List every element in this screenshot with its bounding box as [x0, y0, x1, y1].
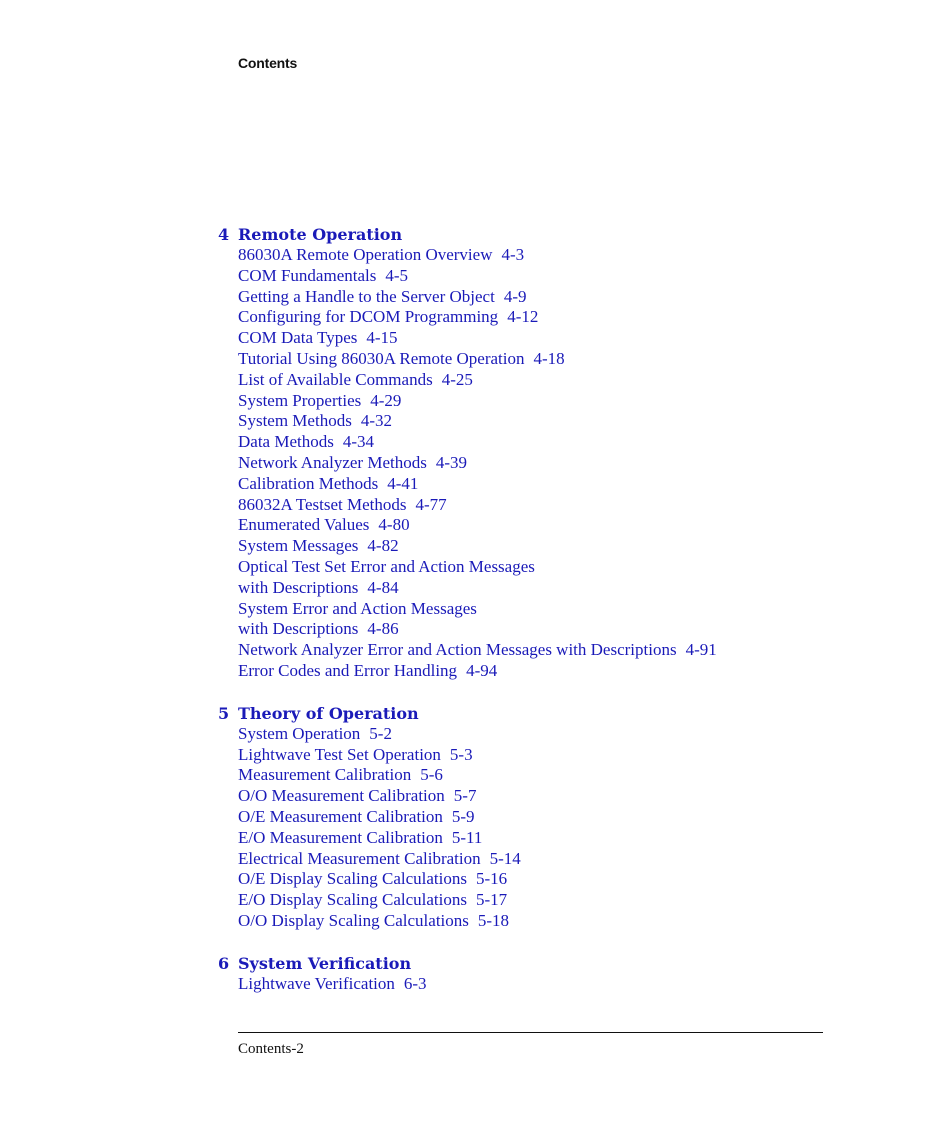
- chapter-4-section: [0, 224, 933, 682]
- chapter-5-section: [0, 703, 933, 932]
- toc-entry-link[interactable]: [238, 557, 933, 578]
- toc-entry-page-number: 5-16: [476, 869, 508, 889]
- chapter-heading[interactable]: [0, 703, 933, 724]
- toc-entry-link[interactable]: [238, 765, 933, 786]
- toc-entry-page-number: 5-11: [451, 827, 483, 847]
- toc-entry-page-number: 4-82: [367, 536, 399, 556]
- toc-entry-link[interactable]: [238, 432, 933, 453]
- toc-entry-page-number: 4-39: [435, 452, 468, 472]
- toc-entry-link[interactable]: [238, 536, 933, 557]
- toc-entry-link[interactable]: [238, 495, 933, 516]
- footer-divider: [238, 1032, 823, 1033]
- toc-entry-link[interactable]: [238, 453, 933, 474]
- table-of-contents: [0, 224, 933, 1016]
- toc-entry-link[interactable]: [238, 890, 933, 911]
- toc-entry-link[interactable]: [238, 266, 933, 287]
- toc-entry-title: E/O Measurement Calibration: [238, 827, 443, 847]
- toc-entry-page-number: 4-18: [533, 348, 565, 368]
- chapter-heading[interactable]: [0, 224, 933, 245]
- toc-entry-page-number: 4-12: [507, 307, 539, 327]
- toc-entry-page-number: 4-84: [367, 577, 399, 597]
- toc-entry-title: Measurement Calibration: [238, 765, 412, 785]
- toc-entry-link[interactable]: [238, 245, 933, 266]
- toc-entry-title: with Descriptions: [238, 577, 359, 597]
- toc-entry-title: O/O Display Scaling Calculations: [238, 910, 469, 930]
- toc-entry-title: Configuring for DCOM Programming: [238, 307, 499, 327]
- toc-entry-title: Lightwave Test Set Operation: [238, 744, 441, 764]
- toc-entry-link[interactable]: [238, 724, 933, 745]
- toc-entry-page-number: 5-7: [453, 786, 477, 806]
- toc-entry-link[interactable]: [238, 515, 933, 536]
- toc-entry-page-number: 5-14: [489, 848, 521, 868]
- toc-entry-page-number: 4-5: [385, 265, 409, 285]
- toc-entry-page-number: 4-29: [370, 390, 402, 410]
- chapter-number: 5: [218, 703, 230, 723]
- toc-entry-title: COM Fundamentals: [238, 265, 377, 285]
- toc-entry-title: O/O Measurement Calibration: [238, 786, 445, 806]
- toc-entry-link[interactable]: [238, 411, 933, 432]
- toc-entry-title: E/O Display Scaling Calculations: [238, 890, 467, 910]
- toc-entry-title: System Properties: [238, 390, 362, 410]
- toc-entry-page-number: 5-2: [369, 723, 392, 743]
- toc-entry-title: System Operation: [238, 723, 361, 743]
- toc-entry-link[interactable]: [238, 869, 933, 890]
- toc-entry-page-number: 5-18: [477, 910, 510, 930]
- toc-entry-page-number: 5-6: [420, 765, 443, 785]
- toc-entry-link[interactable]: [238, 974, 933, 995]
- toc-entry-title: 86030A Remote Operation Overview: [238, 245, 493, 264]
- page-footer-label: Contents-2: [238, 1041, 304, 1057]
- toc-entry-page-number: 4-94: [466, 660, 498, 680]
- toc-entry-title: System Error and Action Messages: [238, 598, 477, 618]
- toc-entry-title: Electrical Measurement Calibration: [238, 848, 481, 868]
- page-header-title: Contents: [238, 55, 298, 71]
- toc-entry-page-number: 5-17: [476, 890, 508, 910]
- toc-entry-title: System Messages: [238, 536, 359, 556]
- toc-entry-page-number: 6-3: [403, 973, 427, 993]
- toc-entry-title: with Descriptions: [238, 619, 359, 639]
- toc-entry-title: List of Available Commands: [238, 369, 433, 389]
- toc-entry-title: Getting a Handle to the Server Object: [238, 286, 495, 306]
- toc-entry-title: Optical Test Set Error and Action Messages: [238, 556, 535, 576]
- toc-entry-link[interactable]: [238, 307, 933, 328]
- toc-entry-link[interactable]: [238, 640, 933, 661]
- chapter-entries: [0, 245, 933, 682]
- toc-entry-title: O/E Display Scaling Calculations: [238, 869, 467, 889]
- chapter-title: Remote Operation: [238, 225, 403, 244]
- toc-entry-page-number: 4-25: [441, 369, 473, 389]
- chapter-entries: [0, 724, 933, 932]
- toc-entry-title: COM Data Types: [238, 328, 358, 348]
- chapter-number: 6: [218, 953, 230, 973]
- toc-entry-link[interactable]: [238, 370, 933, 391]
- toc-entry-title: System Methods: [238, 411, 352, 431]
- toc-entry-page-number: 4-86: [367, 619, 399, 639]
- toc-entry-title: Network Analyzer Error and Action Messages with Descriptions: [238, 640, 677, 660]
- toc-entry-link[interactable]: [238, 807, 933, 828]
- toc-entry-title: Error Codes and Error Handling: [238, 660, 458, 680]
- toc-entry-page-number: 4-41: [387, 473, 419, 493]
- toc-entry-link[interactable]: [238, 287, 933, 308]
- toc-entry-title: Data Methods: [238, 432, 334, 452]
- toc-entry-title: Calibration Methods: [238, 473, 379, 493]
- toc-entry-page-number: 4-34: [342, 432, 375, 452]
- toc-entry-title: Enumerated Values: [238, 515, 370, 535]
- toc-entry-title: Network Analyzer Methods: [238, 452, 427, 472]
- toc-entry-page-number: 4-15: [366, 328, 398, 348]
- toc-entry-page-number: 4-9: [503, 286, 527, 306]
- toc-entry-page-number: 4-80: [378, 515, 410, 535]
- toc-entry-link[interactable]: [238, 578, 933, 599]
- toc-entry-page-number: 4-77: [415, 494, 447, 514]
- chapter-title: System Verification: [238, 953, 412, 973]
- toc-entry-page-number: 5-9: [451, 806, 475, 826]
- toc-entry-page-number: 4-91: [685, 640, 717, 660]
- toc-entry-link[interactable]: [238, 786, 933, 807]
- toc-entry-link[interactable]: [238, 661, 933, 682]
- toc-entry-link[interactable]: [238, 849, 933, 870]
- toc-entry-link[interactable]: [238, 349, 933, 370]
- toc-entry-link[interactable]: [238, 745, 933, 766]
- chapter-heading[interactable]: [0, 953, 933, 974]
- toc-entry-page-number: 5-3: [449, 744, 473, 764]
- toc-entry-title: Tutorial Using 86030A Remote Operation: [238, 348, 525, 368]
- chapter-entries: [0, 974, 933, 995]
- toc-entry-link[interactable]: [238, 328, 933, 349]
- toc-entry-title: 86032A Testset Methods: [238, 494, 407, 514]
- toc-entry-link[interactable]: [238, 599, 933, 620]
- toc-entry-link[interactable]: [238, 828, 933, 849]
- toc-entry-page-number: 4-32: [360, 411, 392, 431]
- toc-entry-title: Lightwave Verification: [238, 973, 395, 993]
- toc-entry-title: O/E Measurement Calibration: [238, 806, 443, 826]
- toc-entry-page-number: 4-3: [501, 245, 525, 264]
- chapter-6-section: [0, 953, 933, 995]
- chapter-title: Theory of Operation: [238, 703, 419, 723]
- toc-entry-link[interactable]: [238, 911, 933, 932]
- chapter-number: 4: [218, 225, 230, 244]
- toc-entry-link[interactable]: [238, 619, 933, 640]
- toc-entry-link[interactable]: [238, 474, 933, 495]
- toc-entry-link[interactable]: [238, 391, 933, 412]
